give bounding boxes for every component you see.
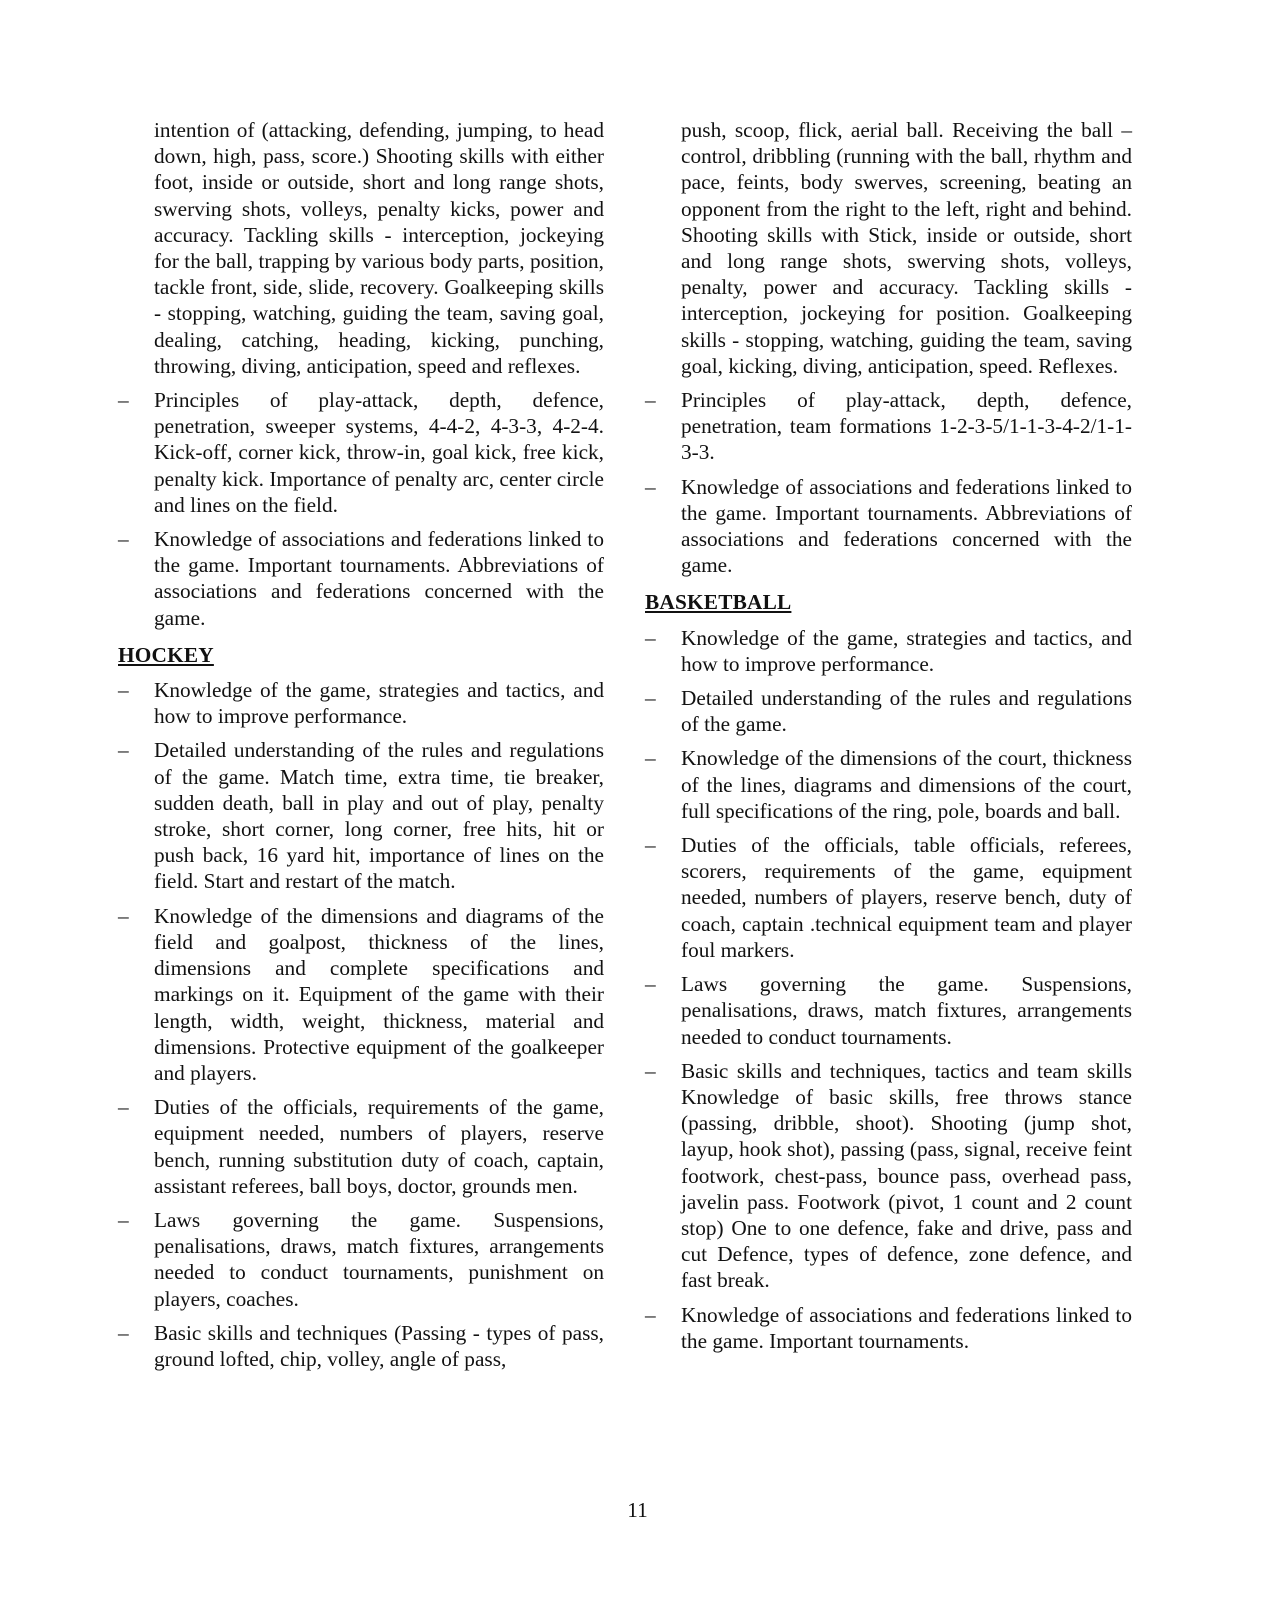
list-item — [118, 387, 604, 518]
continuation-paragraph: push, scoop, flick, aerial ball. Receiving the ball – control, dribbling (running with the ball, rhythm and pace, feints, body swerves, screening, beating an opponent from the right to the left, right and behind. Shooting skills with Stick, inside or outside, short and long range shots, swerving shots, volleys, penalty, power and accuracy. Tackling skills - interception, jockeying for position. Goalkeeping skills - stopping, watching, guiding the team, saving goal, kicking, diving, anticipation, speed. Reflexes. — [681, 118, 1132, 378]
list-item-text: Detailed understanding of the rules and regulations of the game. Match time, extra time, tie breaker, sudden death, ball in play and out of play, penalty stroke, short corner, long corner, free hits, hit or push back, 16 yard hit, importance of lines on the field. Start and restart of the match. — [154, 738, 604, 894]
list-item-text: Knowledge of the dimensions of the court, thickness of the lines, diagrams and dimensions of the court, full specifications of the ring, pole, boards and ball. — [681, 746, 1132, 823]
list-item — [645, 745, 1132, 824]
dash-bullet: – — [118, 1095, 129, 1120]
list-item — [118, 903, 604, 1086]
dash-bullet: – — [118, 903, 129, 928]
list-item-text: Basic skills and techniques, tactics and team skills Knowledge of basic skills, free throws stance (passing, dribble, shoot). Shooting (jump shot, layup, hook shot), passing (pass, signal, receive feint footwork, chest-pass, bounce pass, overhead pass, javelin pass. Footwork (pivot, 1 count and 2 count stop) One to one defence, fake and drive, pass and cut Defence, types of defence, zone defence, and fast break. — [681, 1058, 1132, 1293]
dash-bullet: – — [645, 686, 656, 711]
dash-bullet: – — [118, 678, 129, 703]
dash-bullet: – — [645, 833, 656, 858]
dash-bullet: – — [645, 1058, 656, 1083]
list-item-text: Knowledge of the game, strategies and tactics, and how to improve performance. — [681, 625, 1132, 676]
list-item-text: Duties of the officials, requirements of the game, equipment needed, numbers of players, reserve bench, running substitution duty of coach, captain, assistant referees, ball boys, doctor, grounds men. — [154, 1095, 604, 1198]
left-column — [118, 117, 604, 1380]
dash-bullet: – — [645, 474, 656, 499]
list-item-text: Basic skills and techniques (Passing - types of pass, ground lofted, chip, volley, angle of pass, — [154, 1320, 604, 1371]
list-item-text: Laws governing the game. Suspensions, penalisations, draws, match fixtures, arrangements needed to conduct tournaments. — [681, 972, 1132, 1049]
list-item — [645, 685, 1132, 737]
dash-bullet: – — [118, 1207, 129, 1232]
list-item — [118, 1207, 604, 1312]
list-item-text: Knowledge of the dimensions and diagrams of the field and goalpost, thickness of the lines, dimensions and complete specifications and markings on it. Equipment of the game with their length, width, weight, thickness, material and dimensions. Protective equipment of the goalkeeper and players. — [154, 903, 604, 1085]
list-item-text: Duties of the officials, table officials, referees, scorers, requirements of the game, equipment needed, numbers of players, reserve bench, duty of coach, captain .technical equipment team and player foul markers. — [681, 833, 1132, 962]
list-item — [645, 971, 1132, 1050]
section-heading-hockey: HOCKEY — [118, 642, 214, 667]
list-item — [645, 832, 1132, 963]
list-item — [645, 387, 1132, 466]
dash-bullet: – — [118, 738, 129, 763]
list-item — [645, 1058, 1132, 1294]
list-item-text: Knowledge of associations and federations linked to the game. Important tournaments. — [681, 1302, 1132, 1353]
dash-bullet: – — [118, 1320, 129, 1345]
dash-bullet: – — [645, 388, 656, 413]
list-item — [118, 737, 604, 894]
list-item — [645, 1302, 1132, 1354]
page-number: 11 — [627, 1498, 648, 1522]
list-item-text: Laws governing the game. Suspensions, penalisations, draws, match fixtures, arrangements needed to conduct tournaments, punishment on players, coaches. — [154, 1207, 604, 1311]
continuation-paragraph: intention of (attacking, defending, jumping, to head down, high, pass, score.) Shooting skills with either foot, inside or outside, short and long range shots, swerving shots, volleys, penalty kicks, power and accuracy. Tackling skills - interception, jockeying for the ball, trapping by various body parts, position, tackle front, side, slide, recovery. Goalkeeping skills - stopping, watching, guiding the team, saving goal, dealing, catching, heading, kicking, punching, throwing, diving, anticipation, speed and reflexes. — [154, 118, 604, 378]
section-heading-basketball: BASKETBALL — [645, 590, 792, 615]
list-item — [118, 677, 604, 729]
dash-bullet: – — [118, 388, 129, 413]
list-item-text: Principles of play-attack, depth, defence, penetration, sweeper systems, 4-4-2, 4-3-3, 4-2-4. Kick-off, corner kick, throw-in, goal kick, free kick, penalty kick. Importance of penalty arc, center circle and lines on the field. — [154, 388, 604, 517]
dash-bullet: – — [645, 746, 656, 771]
right-column — [645, 117, 1132, 1362]
list-item-text: Knowledge of the game, strategies and tactics, and how to improve performance. — [154, 678, 604, 729]
list-item-text: Knowledge of associations and federations linked to the game. Important tournaments. Abbreviations of associations and federations concerned with the game. — [154, 527, 604, 630]
list-item — [118, 1320, 604, 1372]
list-item — [645, 474, 1132, 579]
dash-bullet: – — [645, 625, 656, 650]
dash-bullet: – — [645, 972, 656, 997]
dash-bullet: – — [118, 527, 129, 552]
dash-bullet: – — [645, 1302, 656, 1327]
list-item — [118, 526, 604, 631]
list-item-text: Detailed understanding of the rules and regulations of the game. — [681, 686, 1132, 737]
list-item — [645, 625, 1132, 677]
list-item — [118, 1094, 604, 1199]
list-item-text: Knowledge of associations and federations linked to the game. Important tournaments. Abbreviations of associations and federations concerned with the game. — [681, 474, 1132, 578]
list-item-text: Principles of play-attack, depth, defence, penetration, team formations 1-2-3-5/1-1-3-4-2/1-1-3-3. — [681, 388, 1132, 465]
